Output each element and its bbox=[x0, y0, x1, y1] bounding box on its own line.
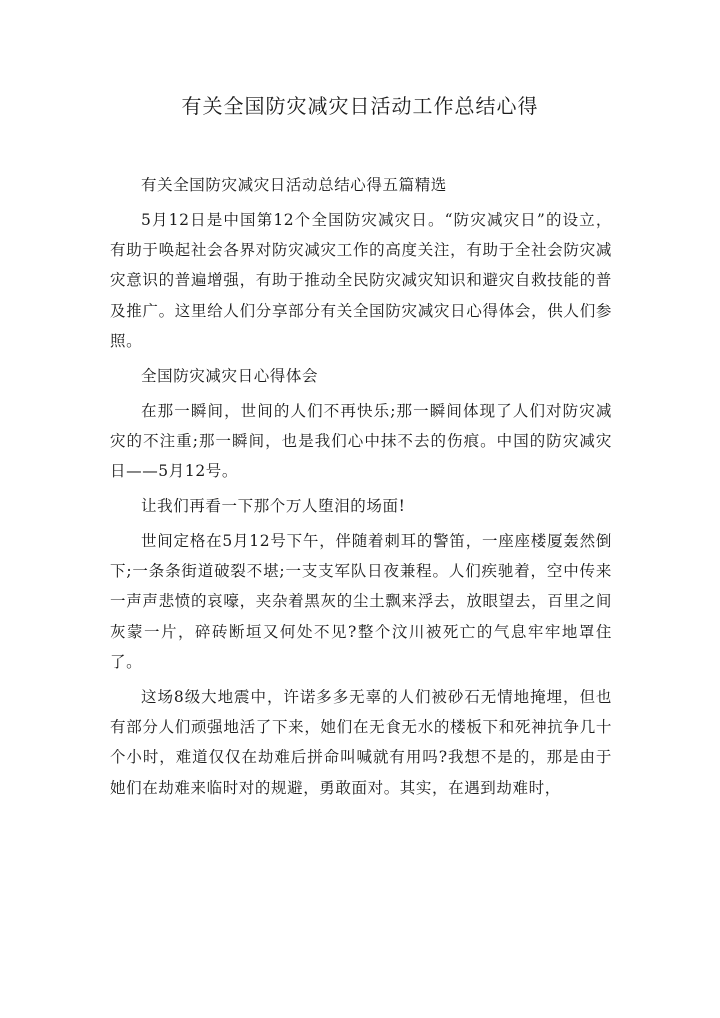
section-heading: 全国防灾减灾日心得体会 bbox=[141, 366, 319, 385]
section-paragraph-2: 让我们再看一下那个万人堕泪的场面! bbox=[141, 496, 406, 515]
section-paragraph-1: 在那一瞬间，世间的人们不再快乐;那一瞬间体现了人们对防灾减灾的不注重;那一瞬间，也是我们心中抹不去的伤痕。中国的防灾减灾日——5月12号。 bbox=[110, 401, 612, 481]
intro-paragraph: 5月12日是中国第12个全国防灾减灾日。“防灾减灾日”的设立，有助于唤起社会各界对防灾减灾工作的高度关注，有助于全社会防灾减灾意识的普遍增强，有助于推动全民防灾减灾知识和避灾自救技能的普及推广。这里给人们分享部分有关全国防灾减灾日心得体会，供人们参照。 bbox=[110, 210, 612, 350]
document-title: 有关全国防灾减灾日活动工作总结心得 bbox=[181, 94, 539, 118]
section-paragraph-3: 世间定格在5月12号下午，伴随着刺耳的警笛，一座座楼厦轰然倒下;一条条街道破裂不堪;一支支军队日夜兼程。人们疾驰着，空中传来一声声悲愤的哀嚎，夹杂着黑灰的尘土飘来浮去，放眼望去，百里之间灰蒙一片，碎砖断垣又何处不见?整个汶川被死亡的气息牢牢地罩住了。 bbox=[110, 531, 612, 671]
document-subtitle: 有关全国防灾减灾日活动总结心得五篇精选 bbox=[141, 176, 447, 194]
document-body bbox=[110, 170, 612, 803]
section-paragraph-4: 这场8级大地震中，许诺多多无辜的人们被砂石无情地掩埋，但也有部分人们顽强地活了下来，她们在无食无水的楼板下和死神抗争几十个小时，难道仅仅在劫难后拼命叫喊就有用吗?我想不是的，那是由于她们在劫难来临时对的规避，勇敢面对。其实，在遇到劫难时， bbox=[110, 687, 612, 797]
